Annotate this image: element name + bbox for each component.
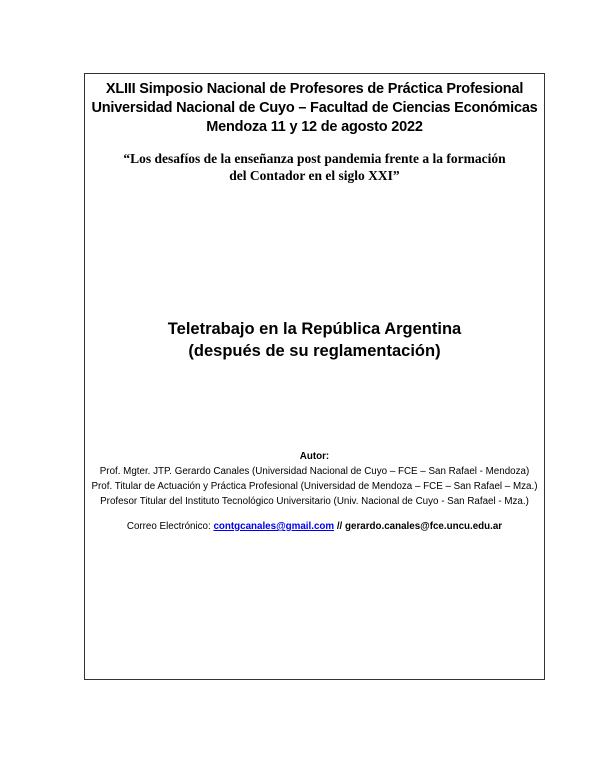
email-link-gmail[interactable]: contgcanales@gmail.com — [213, 521, 335, 532]
email-label: Correo Electrónico: — [126, 521, 211, 532]
university-faculty: Universidad Nacional de Cuyo – Facultad de Ciencias Económicas — [91, 100, 538, 116]
conference-name: XLIII Simposio Nacional de Profesores de Práctica Profesional — [105, 81, 524, 97]
paper-title-line-1: Teletrabajo en la República Argentina — [167, 320, 462, 338]
quote-line-1: “Los desafíos de la enseñanza post pandemia frente a la formación — [123, 151, 506, 166]
conference-header — [84, 80, 545, 137]
paper-title — [84, 318, 545, 362]
author-affiliation-1: Prof. Mgter. JTP. Gerardo Canales (Universidad Nacional de Cuyo – FCE – San Rafael - Mendoza) — [99, 466, 530, 477]
quote-line-2: del Contador en el siglo XXI” — [229, 168, 400, 183]
author-block — [84, 449, 545, 509]
event-date: Mendoza 11 y 12 de agosto 2022 — [206, 119, 423, 135]
paper-subtitle: (después de su reglamentación) — [188, 342, 441, 360]
conference-theme-quote — [84, 150, 545, 184]
email-institutional: gerardo.canales@fce.uncu.edu.ar — [345, 521, 503, 532]
email-separator: // — [336, 521, 343, 532]
author-label: Autor: — [299, 451, 330, 462]
contact-line — [84, 520, 545, 534]
author-affiliation-2: Prof. Titular de Actuación y Práctica Profesional (Universidad de Mendoza – FCE – San Rafael – Mza.) — [91, 481, 538, 492]
author-affiliation-3: Profesor Titular del Instituto Tecnológico Universitario (Univ. Nacional de Cuyo - San Rafael - Mza.) — [100, 496, 529, 507]
